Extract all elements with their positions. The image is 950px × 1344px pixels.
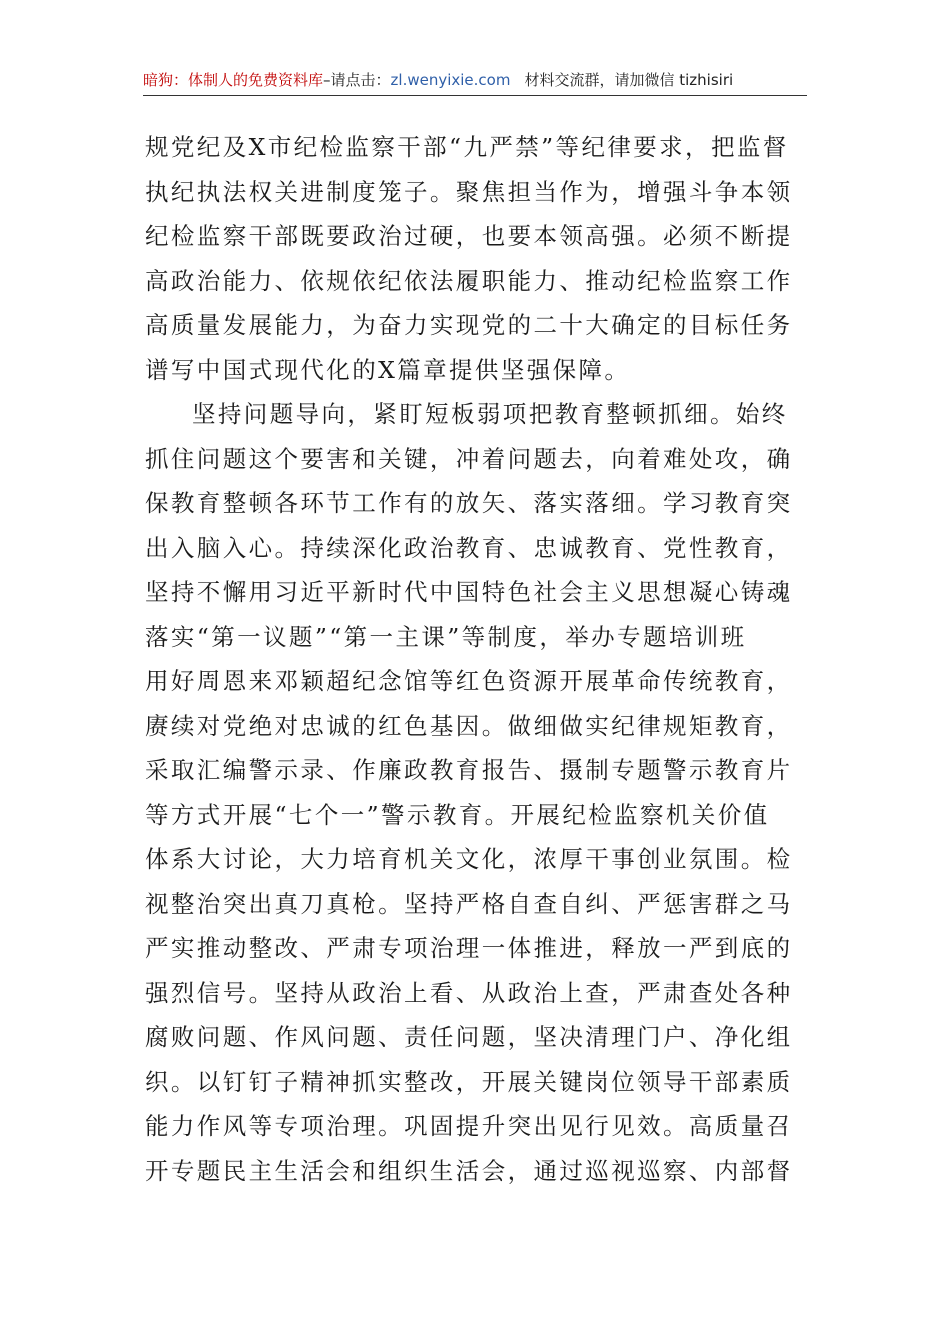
text-line: 开专题民主生活会和组织生活会，通过巡视巡察、内部督	[145, 1156, 793, 1185]
text-line: 织。以钉钉子精神抓实整改，开展关键岗位领导干部素质	[145, 1067, 793, 1096]
text-line: 坚持不懈用习近平新时代中国特色社会主义思想凝心铸魂	[145, 578, 793, 606]
header-divider	[143, 95, 807, 96]
text-line: 纪检监察干部既要政治过硬，也要本领高强。必须不断提	[145, 222, 793, 250]
text-line: 执纪执法权关进制度笼子。聚焦担当作为，增强斗争本领	[145, 177, 793, 206]
text-line: 用好周恩来邓颖超纪念馆等红色资源开展革命传统教育，	[145, 667, 793, 695]
text-line: 采取汇编警示录、作廉政教育报告、摄制专题警示教育片	[145, 756, 793, 784]
page-header	[143, 66, 807, 94]
text-line: 赓续对党绝对忠诚的红色基因。做细做实纪律规矩教育，	[145, 711, 793, 740]
header-url-link[interactable]: zl.wenyixie.com	[390, 71, 511, 89]
text-line: 规党纪及X市纪检监察干部“九严禁”等纪律要求，把监督	[145, 133, 789, 161]
text-line: 强烈信号。坚持从政治上看、从政治上查，严肃查处各种	[145, 978, 793, 1007]
text-line: 保教育整顿各环节工作有的放矢、落实落细。学习教育突	[145, 489, 793, 517]
text-line: 能力作风等专项治理。巩固提升突出见行见效。高质量召	[145, 1112, 793, 1140]
text-line: 抓住问题这个要害和关键，冲着问题去，向着难处攻，确	[145, 444, 793, 473]
header-click-prefix: –请点击：	[323, 71, 391, 89]
text-line: 坚持问题导向，紧盯短板弱项把教育整顿抓细。始终	[192, 400, 788, 428]
header-wechat: 材料交流群，请加微信 tizhisiri	[524, 71, 734, 89]
text-line: 高质量发展能力，为奋力实现党的二十大确定的目标任务	[145, 311, 793, 339]
text-line: 视整治突出真刀真枪。坚持严格自查自纠、严惩害群之马	[145, 889, 793, 918]
text-line: 高政治能力、依规依纪依法履职能力、推动纪检监察工作	[145, 266, 793, 295]
text-line: 腐败问题、作风问题、责任问题，坚决清理门户、净化组	[145, 1023, 793, 1051]
header-brand: 暗狗：体制人的免费资料库	[143, 71, 324, 89]
document-body	[145, 125, 805, 1193]
text-line: 落实“第一议题”“第一主课”等制度，举办专题培训班	[145, 622, 747, 651]
text-line: 严实推动整改、严肃专项治理一体推进，释放一严到底的	[145, 934, 793, 962]
text-line: 谱写中国式现代化的X篇章提供坚强保障。	[145, 355, 631, 384]
text-line: 体系大讨论，大力培育机关文化，浓厚干事创业氛围。检	[145, 845, 793, 873]
text-line: 出入脑入心。持续深化政治教育、忠诚教育、党性教育，	[145, 533, 793, 562]
text-line: 等方式开展“七个一”警示教育。开展纪检监察机关价值	[145, 800, 770, 829]
